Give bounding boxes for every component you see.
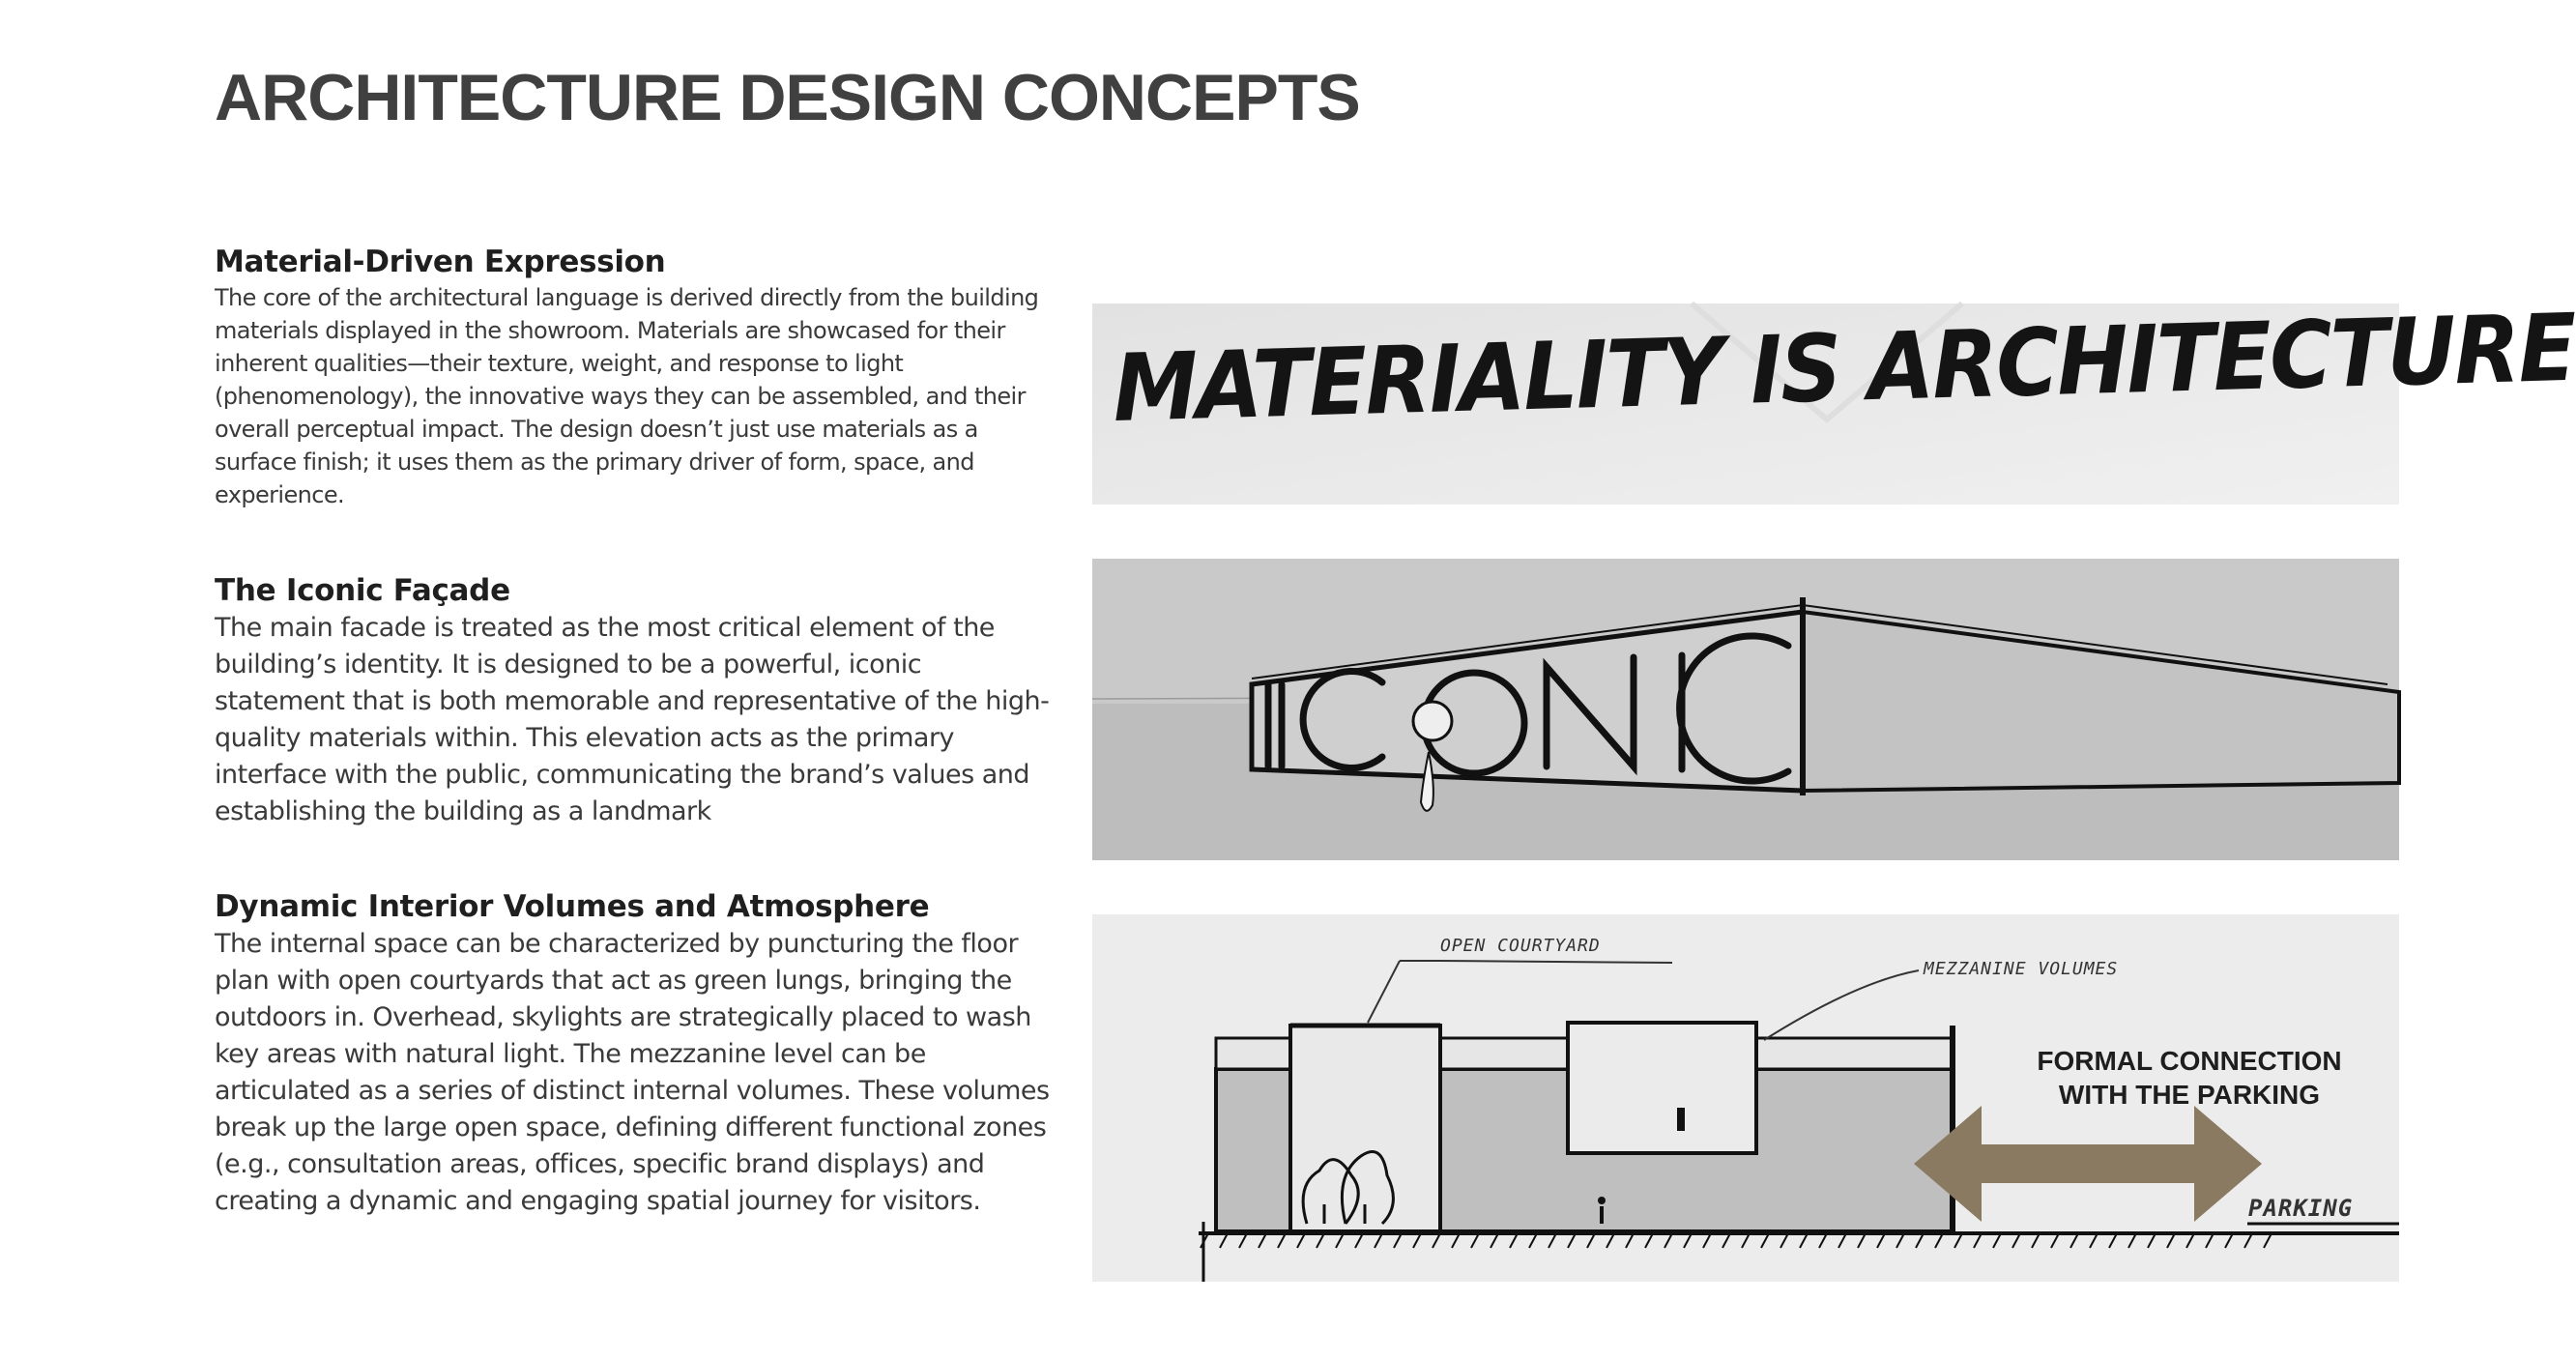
- section-heading: Dynamic Interior Volumes and Atmosphere: [215, 889, 930, 924]
- section-body: The core of the architectural language is derived directly from the building materials displayed in the showroom. Materials are showcased for their inherent qualities—their texture, weight, and response to light (phenomenology), the innovative ways they can be assembled, and their overall perceptual impact. The design doesn’t just use materials as a surface finish; it uses them as the primary driver of form, space, and experience.: [215, 284, 1039, 508]
- interior-section-sketch-image: [1092, 914, 2399, 1282]
- mezzanine-volumes-label: MEZZANINE VOLUMES: [1924, 959, 2119, 979]
- page-title: ARCHITECTURE DESIGN CONCEPTS: [215, 61, 1360, 134]
- section-body: The internal space can be characterized by puncturing the floor plan with open courtyards that act as green lungs, bringing the outdoors in. Overhead, skylights are strategically placed to wash key areas with natural light. The mezzanine level can be articulated as a series of distinct internal volumes. These volumes break up the large open space, defining different functional zones (e.g., consultation areas, offices, specific brand displays) and creating a dynamic and engaging spatial journey for visitors.: [215, 929, 1050, 1216]
- section-body: The main facade is treated as the most critical element of the building’s identity. It is designed to be a powerful, iconic statement that is both memorable and representative of the high-quality materials within. This elevation acts as the primary interface with the public, communicating the brand’s values and establishing the building as a landmark: [215, 613, 1050, 826]
- parking-label: PARKING: [2248, 1195, 2354, 1222]
- materiality-sketch-image: [1092, 293, 2576, 505]
- materiality-is-architecture-text: MATERIALITY IS ARCHITECTURE: [1112, 293, 2576, 443]
- section-material-driven-expression: [215, 245, 1056, 511]
- section-dynamic-interior-volumes: [215, 889, 1056, 1220]
- section-heading: Material-Driven Expression: [215, 245, 666, 279]
- formal-connection-line: FORMAL CONNECTION: [2037, 1046, 2342, 1076]
- section-heading: The Iconic Façade: [215, 573, 510, 608]
- formal-connection-label: [2001, 1044, 2378, 1112]
- open-courtyard-label: OPEN COURTYARD: [1440, 936, 1601, 956]
- formal-connection-line: WITH THE PARKING: [2058, 1080, 2321, 1110]
- section-iconic-facade: [215, 573, 1056, 830]
- iconic-facade-sketch-image: [1092, 559, 2399, 860]
